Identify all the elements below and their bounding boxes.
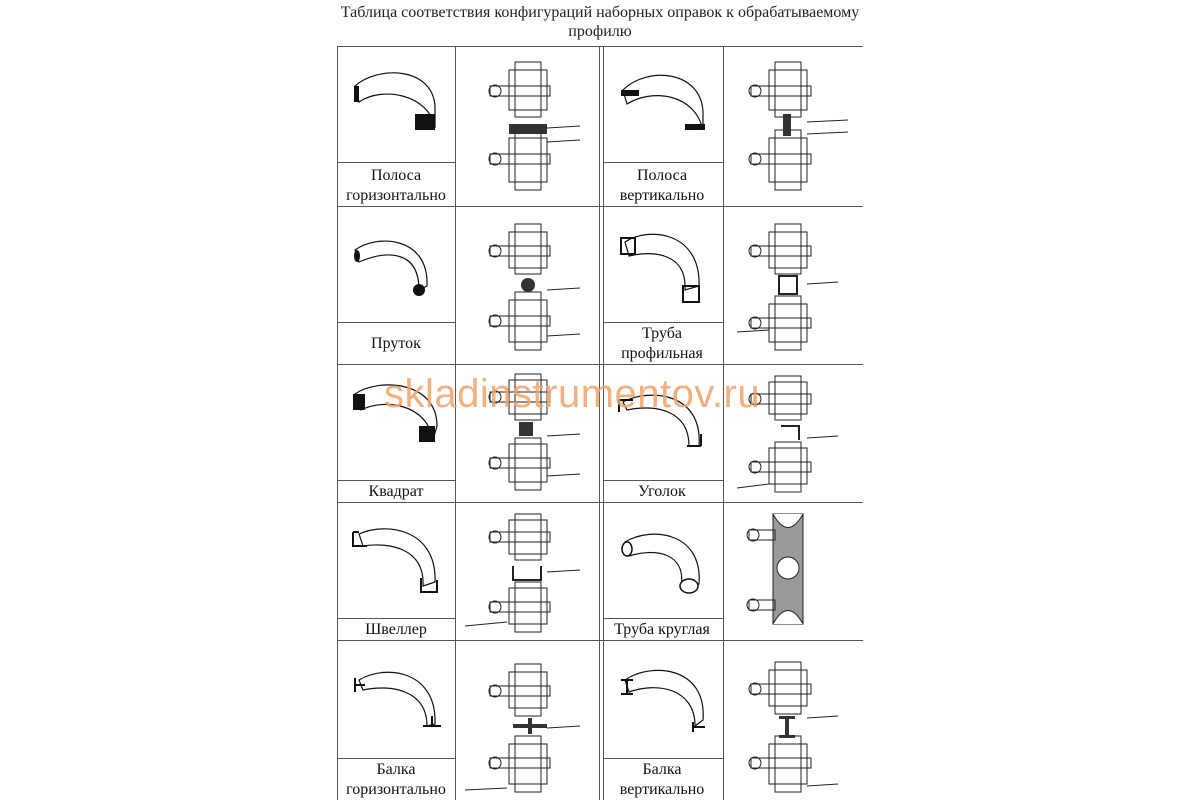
grid-line-col3 (723, 46, 724, 800)
table-title: Таблица соответствия конфигураций наборных оправок к обрабатываемому профилю (340, 4, 860, 40)
profile-drawing-channel (337, 502, 455, 620)
grid-line-row (337, 364, 863, 365)
profile-cell-r0-right (603, 46, 722, 206)
label-line (337, 480, 455, 481)
profile-label-line1: Швеллер (365, 621, 427, 638)
mandrel-cell-r1-right (723, 206, 863, 364)
profile-drawing-flat-horizontal (337, 46, 455, 164)
profile-label-line2: вертикально (619, 187, 705, 204)
mandrel-cell-r1-left (455, 206, 599, 364)
label-line (337, 758, 455, 759)
grid-line-divider (599, 46, 600, 800)
mandrel-assembly-drawing (723, 640, 863, 800)
mandrel-assembly-drawing (455, 640, 599, 800)
mandrel-assembly-drawing (455, 502, 599, 640)
profile-label-line1: Квадрат (368, 483, 424, 500)
profile-cell-r4-right (603, 640, 722, 800)
label-line (337, 322, 455, 323)
profile-drawing-beam-horizontal (337, 640, 455, 758)
mandrel-cell-r0-left (455, 46, 599, 206)
profile-label-line1: Балка (376, 761, 416, 778)
profile-cell-r3-right (603, 502, 722, 640)
profile-mandrel-table (337, 46, 863, 800)
profile-label-line2: профильная (621, 345, 703, 362)
label-line (603, 162, 723, 163)
profile-label-line1: Полоса (370, 167, 422, 184)
profile-label-line2: вертикально (619, 781, 705, 798)
mandrel-cell-r3-right (723, 502, 863, 640)
watermark-text: skladinstrumentov.ru (384, 372, 761, 416)
mandrel-cell-r4-right (723, 640, 863, 800)
grid-line-divider (603, 46, 604, 800)
grid-line-outer-left (337, 46, 338, 800)
grid-line-row (337, 640, 863, 641)
profile-drawing-beam-vertical (603, 640, 721, 758)
profile-drawing-round-bar (337, 206, 455, 324)
profile-label-line2: горизонтально (346, 187, 446, 204)
profile-drawing-round-tube (603, 502, 721, 620)
mandrel-cell-r4-left (455, 640, 599, 800)
profile-drawing-square-tube (603, 206, 721, 324)
label-line (603, 618, 723, 619)
profile-label-line1: Труба круглая (614, 621, 710, 638)
profile-drawing-flat-vertical (603, 46, 721, 164)
profile-cell-r4-left (337, 640, 455, 800)
mandrel-assembly-drawing (723, 502, 863, 640)
profile-label-line2: горизонтально (346, 781, 446, 798)
profile-label-line1: Полоса (636, 167, 688, 184)
grid-line-row (337, 502, 863, 503)
profile-cell-r0-left (337, 46, 455, 206)
profile-cell-r3-left (337, 502, 455, 640)
grid-line-row (337, 206, 863, 207)
mandrel-cell-r0-right (723, 46, 863, 206)
grid-line-col1 (455, 46, 456, 800)
label-line (603, 322, 723, 323)
mandrel-assembly-drawing (455, 46, 599, 206)
profile-cell-r1-left (337, 206, 455, 364)
grid-line-top (337, 46, 863, 47)
mandrel-cell-r3-left (455, 502, 599, 640)
mandrel-assembly-drawing (723, 206, 863, 364)
profile-cell-r1-right (603, 206, 722, 364)
label-line (337, 618, 455, 619)
mandrel-assembly-drawing (723, 46, 863, 206)
profile-label-line1: Балка (642, 761, 682, 778)
profile-label-line1: Пруток (371, 335, 421, 352)
label-line (603, 480, 723, 481)
label-line (603, 758, 723, 759)
label-line (337, 162, 455, 163)
mandrel-assembly-drawing (455, 206, 599, 364)
profile-label-line1: Труба (642, 325, 682, 342)
profile-label-line1: Уголок (638, 483, 686, 500)
